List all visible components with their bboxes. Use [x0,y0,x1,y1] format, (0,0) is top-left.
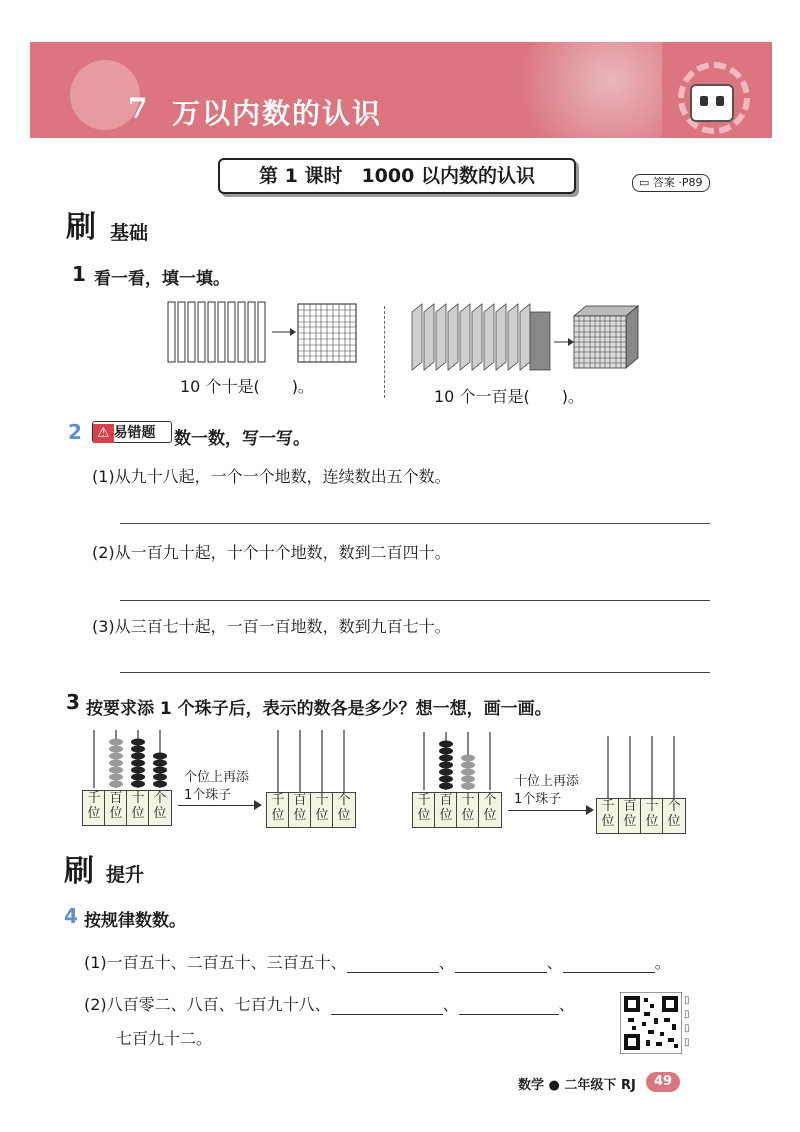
q4-blank-5[interactable] [459,996,559,1015]
ten-rods-figure [160,296,380,368]
arrow-icon [178,805,256,806]
q1-left-caption: 10 个十是( )。 [180,377,314,396]
ten-rods [168,302,265,362]
place-thousands: 千位 [266,792,290,828]
section-advance-icon: 刷 [64,854,94,889]
place-ones: 个位 [478,792,502,828]
q2-text: 数一数，写一写。 [174,429,310,449]
arrow-right-line2: 1个珠子 [514,792,562,807]
abacus-answer-2-base [596,798,684,832]
arrow-left-line2: 1个珠子 [184,788,232,803]
abacus-answer-1-rods[interactable] [266,728,358,792]
tens-beads [131,739,145,788]
q1-text: 看一看，填一填。 [94,269,230,289]
arrow-right-line1: 十位上再添 [514,774,580,789]
abacus-left-base [82,790,170,824]
place-tens: 十位 [456,792,480,828]
qr-code-icon[interactable] [620,992,682,1054]
ten-flats-figure [408,296,648,380]
q2-number: 2 [68,420,82,444]
warning-icon: ⚠ [93,424,114,443]
book-icon: ▭ 答案 · [639,176,682,189]
reference-badge [632,174,710,192]
answer-line-2[interactable] [120,600,710,601]
section-advance-label: 提升 [106,864,145,886]
q4-blank-2[interactable] [455,954,547,973]
place-thousands: 千位 [596,798,620,834]
place-hundreds: 百位 [618,798,642,834]
q4-item-2-text: (2)八百零二、八百、七百九十八、 [84,995,331,1014]
q3-number: 3 [66,690,80,714]
q4-item-2: (2)八百零二、八百、七百九十八、 、 、 [84,995,575,1014]
q1-divider [384,306,385,398]
footer-subject-text: 数学 [518,1078,545,1093]
q2-item-1: (1)从九十八起，一个一个地数，连续数出五个数。 [92,467,451,486]
q4-number: 4 [64,904,78,928]
place-thousands: 千位 [412,792,436,828]
q2-item-3: (3)从三百七十起，一百一百地数，数到九百七十。 [92,617,451,636]
unit-number: 7 [128,92,148,125]
place-ones: 个位 [332,792,356,828]
robot-icon [690,84,734,122]
q4-blank-1[interactable] [347,954,439,973]
abacus-answer-2-rods[interactable] [596,734,688,798]
error-prone-label: 易错题 [113,425,156,441]
thousand-cube [574,306,638,368]
answer-line-1[interactable] [120,523,710,524]
section-basic-label: 基础 [110,222,149,244]
footer-subject: 数学 ● 二年级下 RJ [518,1078,636,1093]
place-hundreds: 百位 [434,792,458,828]
q4-item-2-cont: 七百九十二。 [116,1029,213,1048]
q4-item-1-text: (1)一百五十、二百五十、三百五十、 [84,953,347,972]
hundreds-beads [439,741,453,790]
place-tens: 十位 [640,798,664,834]
section-basic-icon: 刷 [66,210,96,245]
arrow-head-icon [254,800,262,810]
place-ones: 个位 [148,790,172,826]
place-thousands: 千位 [82,790,106,826]
answer-line-3[interactable] [120,672,710,673]
banner-decoration [492,42,662,138]
abacus-left-rods [82,728,174,790]
ones-beads [153,753,167,788]
tens-beads [461,755,475,790]
scan-icon: ▯ ▯ ▯ ▯ [684,995,690,1048]
place-tens: 十位 [126,790,150,826]
arrow-left-line1: 个位上再添 [184,770,250,785]
place-hundreds: 百位 [104,790,128,826]
abacus-right-base [412,792,500,826]
place-tens: 十位 [310,792,334,828]
abacus-answer-1-base [266,792,354,826]
unit-banner [30,42,772,138]
q2-item-2: (2)从一百九十起，十个十个地数，数到二百四十。 [92,543,451,562]
arrow-head-icon [586,805,594,815]
place-ones: 个位 [662,798,686,834]
lesson-title: 第 1 课时 1000 以内数的认识 [218,158,576,194]
ten-flats [412,304,550,370]
abacus-right-rods [412,730,504,792]
reference-page: P89 [681,176,703,189]
unit-title: 万以内数的认识 [172,97,383,130]
hundreds-beads [109,739,123,788]
place-hundreds: 百位 [288,792,312,828]
page-number: 49 [646,1072,680,1092]
q4-item-1: (1)一百五十、二百五十、三百五十、 、 、 。 [84,953,671,972]
footer-grade: 二年级下 RJ [564,1078,636,1093]
q1-right-caption: 10 个一百是( )。 [434,387,584,406]
q4-blank-4[interactable] [331,996,443,1015]
q1-number: 1 [72,262,86,286]
q3-text: 按要求添 1 个珠子后，表示的数各是多少？想一想，画一画。 [86,699,552,719]
hundred-flat [298,304,356,362]
arrow-icon [508,810,588,811]
q4-text: 按规律数数。 [84,911,186,931]
error-prone-badge [92,421,172,443]
q4-blank-3[interactable] [563,954,655,973]
